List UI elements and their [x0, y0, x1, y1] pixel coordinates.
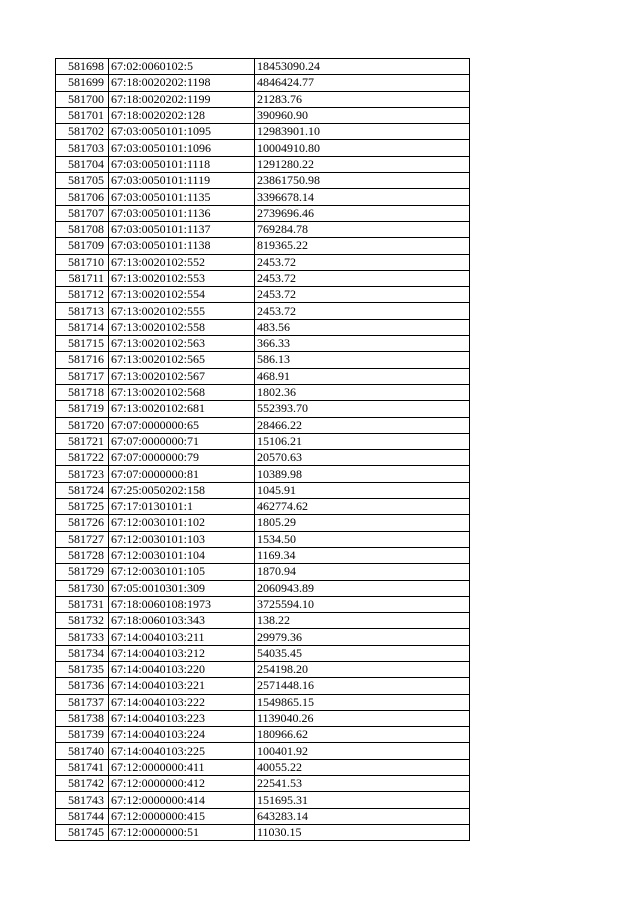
- value-cell: 3725594.10: [255, 596, 470, 612]
- row-number-cell: 581740: [56, 743, 109, 759]
- table-row: [56, 140, 470, 156]
- value-cell: 54035.45: [255, 645, 470, 661]
- value-cell: 11030.15: [255, 824, 470, 840]
- row-number-cell: 581725: [56, 499, 109, 515]
- table-row: [56, 433, 470, 449]
- table-row: [56, 156, 470, 172]
- row-number-cell: 581741: [56, 759, 109, 775]
- table-row: [56, 384, 470, 400]
- value-cell: 366.33: [255, 336, 470, 352]
- value-cell: 29979.36: [255, 629, 470, 645]
- table-row: [56, 466, 470, 482]
- table-body: [56, 59, 470, 841]
- row-number-cell: 581735: [56, 661, 109, 677]
- table-row: [56, 287, 470, 303]
- cadastral-number-cell: 67:03:0050101:1136: [109, 205, 255, 221]
- row-number-cell: 581730: [56, 580, 109, 596]
- cadastral-number-cell: 67:07:0000000:81: [109, 466, 255, 482]
- value-cell: 20570.63: [255, 450, 470, 466]
- row-number-cell: 581709: [56, 238, 109, 254]
- value-cell: 390960.90: [255, 107, 470, 123]
- value-cell: 2739696.46: [255, 205, 470, 221]
- value-cell: 254198.20: [255, 661, 470, 677]
- cadastral-number-cell: 67:12:0000000:411: [109, 759, 255, 775]
- cadastral-number-cell: 67:18:0020202:128: [109, 107, 255, 123]
- cadastral-number-cell: 67:14:0040103:212: [109, 645, 255, 661]
- cadastral-number-cell: 67:13:0020102:567: [109, 368, 255, 384]
- row-number-cell: 581729: [56, 564, 109, 580]
- table-row: [56, 303, 470, 319]
- cadastral-number-cell: 67:25:0050202:158: [109, 482, 255, 498]
- cadastral-number-cell: 67:12:0000000:414: [109, 792, 255, 808]
- table-row: [56, 710, 470, 726]
- value-cell: 15106.21: [255, 433, 470, 449]
- value-cell: 1802.36: [255, 384, 470, 400]
- value-cell: 1534.50: [255, 531, 470, 547]
- row-number-cell: 581700: [56, 91, 109, 107]
- cadastral-number-cell: 67:14:0040103:220: [109, 661, 255, 677]
- value-cell: 2453.72: [255, 287, 470, 303]
- table-row: [56, 124, 470, 140]
- cadastral-number-cell: 67:03:0050101:1096: [109, 140, 255, 156]
- value-cell: 1549865.15: [255, 694, 470, 710]
- table-row: [56, 499, 470, 515]
- row-number-cell: 581705: [56, 173, 109, 189]
- table-row: [56, 270, 470, 286]
- cadastral-number-cell: 67:14:0040103:223: [109, 710, 255, 726]
- value-cell: 769284.78: [255, 221, 470, 237]
- value-cell: 552393.70: [255, 401, 470, 417]
- row-number-cell: 581739: [56, 727, 109, 743]
- row-number-cell: 581702: [56, 124, 109, 140]
- table-row: [56, 59, 470, 75]
- cadastral-number-cell: 67:13:0020102:553: [109, 270, 255, 286]
- table-row: [56, 792, 470, 808]
- cadastral-number-cell: 67:13:0020102:563: [109, 336, 255, 352]
- cadastral-number-cell: 67:13:0020102:558: [109, 319, 255, 335]
- row-number-cell: 581724: [56, 482, 109, 498]
- cadastral-number-cell: 67:14:0040103:221: [109, 678, 255, 694]
- cadastral-number-cell: 67:12:0000000:415: [109, 808, 255, 824]
- cadastral-number-cell: 67:12:0030101:105: [109, 564, 255, 580]
- cadastral-number-cell: 67:12:0000000:51: [109, 824, 255, 840]
- value-cell: 40055.22: [255, 759, 470, 775]
- cadastral-number-cell: 67:03:0050101:1119: [109, 173, 255, 189]
- table-row: [56, 173, 470, 189]
- value-cell: 2453.72: [255, 303, 470, 319]
- row-number-cell: 581734: [56, 645, 109, 661]
- value-cell: 138.22: [255, 613, 470, 629]
- row-number-cell: 581722: [56, 450, 109, 466]
- row-number-cell: 581731: [56, 596, 109, 612]
- row-number-cell: 581707: [56, 205, 109, 221]
- cadastral-number-cell: 67:13:0020102:555: [109, 303, 255, 319]
- row-number-cell: 581745: [56, 824, 109, 840]
- value-cell: 468.91: [255, 368, 470, 384]
- table-row: [56, 352, 470, 368]
- table-row: [56, 531, 470, 547]
- cadastral-number-cell: 67:14:0040103:211: [109, 629, 255, 645]
- cadastral-number-cell: 67:18:0060108:1973: [109, 596, 255, 612]
- value-cell: 819365.22: [255, 238, 470, 254]
- row-number-cell: 581742: [56, 776, 109, 792]
- table-row: [56, 189, 470, 205]
- value-cell: 12983901.10: [255, 124, 470, 140]
- value-cell: 23861750.98: [255, 173, 470, 189]
- table-row: [56, 75, 470, 91]
- cadastral-number-cell: 67:14:0040103:222: [109, 694, 255, 710]
- table-row: [56, 107, 470, 123]
- value-cell: 2060943.89: [255, 580, 470, 596]
- value-cell: 21283.76: [255, 91, 470, 107]
- value-cell: 483.56: [255, 319, 470, 335]
- cadastral-number-cell: 67:07:0000000:71: [109, 433, 255, 449]
- table-row: [56, 678, 470, 694]
- value-cell: 586.13: [255, 352, 470, 368]
- table-row: [56, 629, 470, 645]
- value-cell: 22541.53: [255, 776, 470, 792]
- table-row: [56, 238, 470, 254]
- row-number-cell: 581713: [56, 303, 109, 319]
- cadastral-number-cell: 67:03:0050101:1138: [109, 238, 255, 254]
- value-cell: 1139040.26: [255, 710, 470, 726]
- value-cell: 28466.22: [255, 417, 470, 433]
- table-row: [56, 205, 470, 221]
- row-number-cell: 581744: [56, 808, 109, 824]
- table-row: [56, 824, 470, 840]
- row-number-cell: 581718: [56, 384, 109, 400]
- cadastral-number-cell: 67:18:0020202:1199: [109, 91, 255, 107]
- value-cell: 462774.62: [255, 499, 470, 515]
- cadastral-number-cell: 67:03:0050101:1137: [109, 221, 255, 237]
- row-number-cell: 581703: [56, 140, 109, 156]
- cadastral-number-cell: 67:07:0000000:79: [109, 450, 255, 466]
- row-number-cell: 581701: [56, 107, 109, 123]
- cadastral-number-cell: 67:13:0020102:552: [109, 254, 255, 270]
- row-number-cell: 581716: [56, 352, 109, 368]
- table-row: [56, 727, 470, 743]
- table-row: [56, 694, 470, 710]
- cadastral-value-table: [55, 58, 470, 841]
- value-cell: 10389.98: [255, 466, 470, 482]
- row-number-cell: 581743: [56, 792, 109, 808]
- cadastral-number-cell: 67:13:0020102:565: [109, 352, 255, 368]
- row-number-cell: 581727: [56, 531, 109, 547]
- cadastral-number-cell: 67:17:0130101:1: [109, 499, 255, 515]
- row-number-cell: 581711: [56, 270, 109, 286]
- value-cell: 180966.62: [255, 727, 470, 743]
- row-number-cell: 581728: [56, 547, 109, 563]
- table-row: [56, 808, 470, 824]
- value-cell: 4846424.77: [255, 75, 470, 91]
- row-number-cell: 581699: [56, 75, 109, 91]
- cadastral-number-cell: 67:02:0060102:5: [109, 59, 255, 75]
- value-cell: 1805.29: [255, 515, 470, 531]
- table-row: [56, 254, 470, 270]
- row-number-cell: 581736: [56, 678, 109, 694]
- row-number-cell: 581698: [56, 59, 109, 75]
- value-cell: 2453.72: [255, 254, 470, 270]
- value-cell: 100401.92: [255, 743, 470, 759]
- table-row: [56, 580, 470, 596]
- row-number-cell: 581706: [56, 189, 109, 205]
- row-number-cell: 581732: [56, 613, 109, 629]
- cadastral-number-cell: 67:13:0020102:681: [109, 401, 255, 417]
- value-cell: 10004910.80: [255, 140, 470, 156]
- table-row: [56, 368, 470, 384]
- row-number-cell: 581720: [56, 417, 109, 433]
- table-row: [56, 596, 470, 612]
- row-number-cell: 581715: [56, 336, 109, 352]
- cadastral-number-cell: 67:13:0020102:568: [109, 384, 255, 400]
- value-cell: 3396678.14: [255, 189, 470, 205]
- cadastral-number-cell: 67:13:0020102:554: [109, 287, 255, 303]
- table-row: [56, 401, 470, 417]
- table-row: [56, 482, 470, 498]
- cadastral-number-cell: 67:18:0060103:343: [109, 613, 255, 629]
- cadastral-number-cell: 67:12:0030101:104: [109, 547, 255, 563]
- cadastral-number-cell: 67:05:0010301:309: [109, 580, 255, 596]
- cadastral-number-cell: 67:14:0040103:225: [109, 743, 255, 759]
- table-row: [56, 417, 470, 433]
- row-number-cell: 581704: [56, 156, 109, 172]
- value-cell: 1291280.22: [255, 156, 470, 172]
- value-cell: 643283.14: [255, 808, 470, 824]
- value-cell: 18453090.24: [255, 59, 470, 75]
- table-row: [56, 776, 470, 792]
- value-cell: 2571448.16: [255, 678, 470, 694]
- table-row: [56, 91, 470, 107]
- table-row: [56, 613, 470, 629]
- row-number-cell: 581719: [56, 401, 109, 417]
- value-cell: 151695.31: [255, 792, 470, 808]
- cadastral-number-cell: 67:03:0050101:1135: [109, 189, 255, 205]
- table-row: [56, 515, 470, 531]
- row-number-cell: 581717: [56, 368, 109, 384]
- row-number-cell: 581738: [56, 710, 109, 726]
- cadastral-number-cell: 67:12:0030101:102: [109, 515, 255, 531]
- table-row: [56, 221, 470, 237]
- table-row: [56, 759, 470, 775]
- cadastral-number-cell: 67:18:0020202:1198: [109, 75, 255, 91]
- value-cell: 1870.94: [255, 564, 470, 580]
- row-number-cell: 581708: [56, 221, 109, 237]
- value-cell: 1169.34: [255, 547, 470, 563]
- row-number-cell: 581723: [56, 466, 109, 482]
- table-row: [56, 564, 470, 580]
- row-number-cell: 581737: [56, 694, 109, 710]
- value-cell: 2453.72: [255, 270, 470, 286]
- row-number-cell: 581714: [56, 319, 109, 335]
- cadastral-number-cell: 67:03:0050101:1118: [109, 156, 255, 172]
- cadastral-number-cell: 67:07:0000000:65: [109, 417, 255, 433]
- table-row: [56, 336, 470, 352]
- row-number-cell: 581712: [56, 287, 109, 303]
- cadastral-number-cell: 67:03:0050101:1095: [109, 124, 255, 140]
- row-number-cell: 581726: [56, 515, 109, 531]
- cadastral-number-cell: 67:12:0000000:412: [109, 776, 255, 792]
- value-cell: 1045.91: [255, 482, 470, 498]
- row-number-cell: 581710: [56, 254, 109, 270]
- table-row: [56, 661, 470, 677]
- row-number-cell: 581721: [56, 433, 109, 449]
- row-number-cell: 581733: [56, 629, 109, 645]
- cadastral-number-cell: 67:14:0040103:224: [109, 727, 255, 743]
- table-row: [56, 645, 470, 661]
- table-row: [56, 547, 470, 563]
- cadastral-number-cell: 67:12:0030101:103: [109, 531, 255, 547]
- table-row: [56, 450, 470, 466]
- table-row: [56, 743, 470, 759]
- table-row: [56, 319, 470, 335]
